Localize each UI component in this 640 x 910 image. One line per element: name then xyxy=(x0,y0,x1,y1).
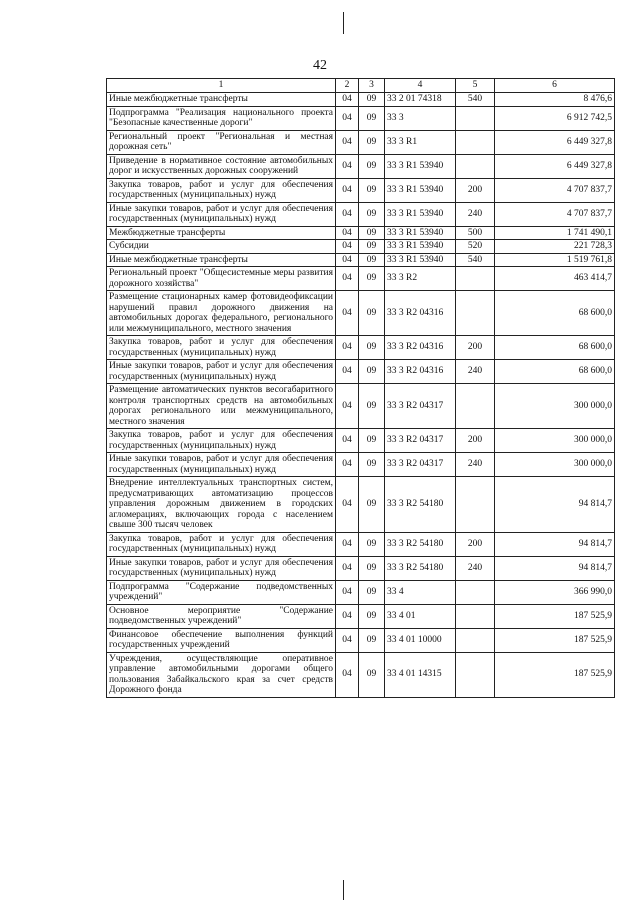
table-row xyxy=(107,291,615,336)
row-section: 04 xyxy=(336,154,359,178)
row-section: 04 xyxy=(336,240,359,254)
row-expense-type: 200 xyxy=(456,336,495,360)
row-target-article: 33 3 R1 xyxy=(385,130,456,154)
row-amount: 68 600,0 xyxy=(495,291,615,336)
row-amount: 366 990,0 xyxy=(495,580,615,604)
row-section: 04 xyxy=(336,604,359,628)
table-row xyxy=(107,253,615,267)
row-amount: 94 814,7 xyxy=(495,477,615,533)
row-name: Иные закупки товаров, работ и услуг для обеспечения государственных (муниципальных) нужд xyxy=(107,556,336,580)
row-target-article: 33 4 01 10000 xyxy=(385,628,456,652)
row-name: Межбюджетные трансферты xyxy=(107,226,336,240)
row-expense-type xyxy=(456,130,495,154)
table-row xyxy=(107,202,615,226)
table-row xyxy=(107,604,615,628)
row-target-article: 33 2 01 74318 xyxy=(385,93,456,107)
row-name: Внедрение интеллектуальных транспортных систем, предусматривающих автоматизацию процессов управления дорожным движением в городских агломерациях, включающих города с населением свыше 300 тысяч человек xyxy=(107,477,336,533)
row-name: Размещение стационарных камер фотовидеофиксации нарушений правил дорожного движения на автомобильных дорогах федерального, регионального или межмуниципального, местного значения xyxy=(107,291,336,336)
row-section: 04 xyxy=(336,580,359,604)
row-name: Иные закупки товаров, работ и услуг для обеспечения государственных (муниципальных) нужд xyxy=(107,453,336,477)
row-target-article: 33 3 R2 xyxy=(385,267,456,291)
row-subsection: 09 xyxy=(359,429,385,453)
row-name: Основное мероприятие "Содержание подведомственных учреждений" xyxy=(107,604,336,628)
page-number: 42 xyxy=(313,58,327,73)
row-subsection: 09 xyxy=(359,267,385,291)
row-name: Закупка товаров, работ и услуг для обеспечения государственных (муниципальных) нужд xyxy=(107,178,336,202)
row-name: Финансовое обеспечение выполнения функций государственных учреждений xyxy=(107,628,336,652)
row-amount: 4 707 837,7 xyxy=(495,202,615,226)
row-expense-type xyxy=(456,267,495,291)
row-expense-type xyxy=(456,106,495,130)
row-target-article: 33 3 R2 04317 xyxy=(385,429,456,453)
row-section: 04 xyxy=(336,202,359,226)
table-row xyxy=(107,336,615,360)
row-amount: 187 525,9 xyxy=(495,628,615,652)
row-section: 04 xyxy=(336,106,359,130)
row-amount: 187 525,9 xyxy=(495,604,615,628)
row-expense-type xyxy=(456,628,495,652)
row-amount: 221 728,3 xyxy=(495,240,615,254)
margin-mark-bottom xyxy=(343,880,344,900)
row-amount: 8 476,6 xyxy=(495,93,615,107)
row-target-article: 33 3 R1 53940 xyxy=(385,253,456,267)
row-subsection: 09 xyxy=(359,226,385,240)
row-name: Закупка товаров, работ и услуг для обеспечения государственных (муниципальных) нужд xyxy=(107,336,336,360)
row-target-article: 33 3 R2 04316 xyxy=(385,336,456,360)
table-body xyxy=(107,93,615,698)
row-target-article: 33 3 R1 53940 xyxy=(385,240,456,254)
row-amount: 68 600,0 xyxy=(495,360,615,384)
row-section: 04 xyxy=(336,652,359,697)
table-row xyxy=(107,477,615,533)
row-section: 04 xyxy=(336,429,359,453)
row-subsection: 09 xyxy=(359,384,385,429)
row-target-article: 33 4 xyxy=(385,580,456,604)
budget-table xyxy=(106,78,615,698)
row-expense-type: 500 xyxy=(456,226,495,240)
row-name: Иные межбюджетные трансферты xyxy=(107,253,336,267)
table-row xyxy=(107,453,615,477)
table-row xyxy=(107,267,615,291)
header-col-6: 6 xyxy=(495,79,615,93)
row-subsection: 09 xyxy=(359,336,385,360)
row-subsection: 09 xyxy=(359,652,385,697)
table-row xyxy=(107,652,615,697)
row-subsection: 09 xyxy=(359,130,385,154)
row-expense-type: 540 xyxy=(456,253,495,267)
row-subsection: 09 xyxy=(359,360,385,384)
row-name: Иные закупки товаров, работ и услуг для обеспечения государственных (муниципальных) нужд xyxy=(107,360,336,384)
row-amount: 6 449 327,8 xyxy=(495,130,615,154)
row-amount: 300 000,0 xyxy=(495,384,615,429)
header-col-2: 2 xyxy=(336,79,359,93)
row-amount: 1 741 490,1 xyxy=(495,226,615,240)
row-subsection: 09 xyxy=(359,240,385,254)
row-subsection: 09 xyxy=(359,202,385,226)
row-target-article: 33 4 01 14315 xyxy=(385,652,456,697)
row-amount: 1 519 761,8 xyxy=(495,253,615,267)
row-expense-type xyxy=(456,604,495,628)
header-col-1: 1 xyxy=(107,79,336,93)
row-expense-type: 240 xyxy=(456,360,495,384)
table-row xyxy=(107,93,615,107)
table-row xyxy=(107,429,615,453)
row-section: 04 xyxy=(336,336,359,360)
margin-mark-top xyxy=(343,12,344,34)
row-name: Учреждения, осуществляющие оперативное управление автомобильными дорогами общего пользования Забайкальского края за счет средств Дорожного фонда xyxy=(107,652,336,697)
table-row xyxy=(107,580,615,604)
row-amount: 187 525,9 xyxy=(495,652,615,697)
table-row xyxy=(107,106,615,130)
row-subsection: 09 xyxy=(359,253,385,267)
row-expense-type xyxy=(456,477,495,533)
header-row xyxy=(107,79,615,93)
row-expense-type: 240 xyxy=(456,202,495,226)
table-row xyxy=(107,532,615,556)
row-expense-type xyxy=(456,652,495,697)
row-section: 04 xyxy=(336,556,359,580)
row-target-article: 33 3 R2 04317 xyxy=(385,453,456,477)
row-name: Региональный проект "Региональная и местная дорожная сеть" xyxy=(107,130,336,154)
row-section: 04 xyxy=(336,477,359,533)
row-expense-type xyxy=(456,291,495,336)
row-name: Закупка товаров, работ и услуг для обеспечения государственных (муниципальных) нужд xyxy=(107,429,336,453)
row-target-article: 33 3 R1 53940 xyxy=(385,154,456,178)
table-row xyxy=(107,154,615,178)
row-name: Иные межбюджетные трансферты xyxy=(107,93,336,107)
table-row xyxy=(107,130,615,154)
table-row xyxy=(107,556,615,580)
row-name: Размещение автоматических пунктов весогабаритного контроля транспортных средств на автомобильных дорогах регионального или межмуниципального, местного значения xyxy=(107,384,336,429)
row-amount: 6 449 327,8 xyxy=(495,154,615,178)
row-name: Подпрограмма "Реализация национального проекта "Безопасные качественные дороги" xyxy=(107,106,336,130)
row-amount: 300 000,0 xyxy=(495,453,615,477)
row-subsection: 09 xyxy=(359,604,385,628)
row-section: 04 xyxy=(336,178,359,202)
row-expense-type: 200 xyxy=(456,429,495,453)
row-expense-type: 200 xyxy=(456,532,495,556)
row-target-article: 33 3 R2 54180 xyxy=(385,532,456,556)
row-target-article: 33 3 R2 04316 xyxy=(385,291,456,336)
row-section: 04 xyxy=(336,384,359,429)
row-name: Приведение в нормативное состояние автомобильных дорог и искусственных дорожных сооружений xyxy=(107,154,336,178)
row-subsection: 09 xyxy=(359,453,385,477)
row-target-article: 33 3 R1 53940 xyxy=(385,226,456,240)
table-row xyxy=(107,628,615,652)
row-subsection: 09 xyxy=(359,154,385,178)
row-section: 04 xyxy=(336,226,359,240)
row-expense-type: 240 xyxy=(456,453,495,477)
row-amount: 94 814,7 xyxy=(495,532,615,556)
row-name: Иные закупки товаров, работ и услуг для обеспечения государственных (муниципальных) нужд xyxy=(107,202,336,226)
header-col-5: 5 xyxy=(456,79,495,93)
row-expense-type xyxy=(456,154,495,178)
row-section: 04 xyxy=(336,93,359,107)
row-section: 04 xyxy=(336,267,359,291)
row-target-article: 33 3 xyxy=(385,106,456,130)
row-section: 04 xyxy=(336,532,359,556)
row-expense-type: 540 xyxy=(456,93,495,107)
row-subsection: 09 xyxy=(359,291,385,336)
table-row xyxy=(107,240,615,254)
row-expense-type xyxy=(456,580,495,604)
row-section: 04 xyxy=(336,453,359,477)
row-subsection: 09 xyxy=(359,628,385,652)
row-expense-type: 240 xyxy=(456,556,495,580)
row-amount: 94 814,7 xyxy=(495,556,615,580)
row-section: 04 xyxy=(336,291,359,336)
row-name: Подпрограмма "Содержание подведомственных учреждений" xyxy=(107,580,336,604)
row-amount: 6 912 742,5 xyxy=(495,106,615,130)
row-section: 04 xyxy=(336,628,359,652)
row-target-article: 33 3 R1 53940 xyxy=(385,178,456,202)
row-target-article: 33 3 R2 04316 xyxy=(385,360,456,384)
row-subsection: 09 xyxy=(359,178,385,202)
row-name: Региональный проект "Общесистемные меры развития дорожного хозяйства" xyxy=(107,267,336,291)
row-target-article: 33 4 01 xyxy=(385,604,456,628)
row-amount: 463 414,7 xyxy=(495,267,615,291)
row-subsection: 09 xyxy=(359,556,385,580)
row-subsection: 09 xyxy=(359,580,385,604)
row-section: 04 xyxy=(336,360,359,384)
row-name: Субсидии xyxy=(107,240,336,254)
row-section: 04 xyxy=(336,130,359,154)
table-row xyxy=(107,360,615,384)
row-expense-type: 200 xyxy=(456,178,495,202)
row-expense-type xyxy=(456,384,495,429)
row-subsection: 09 xyxy=(359,106,385,130)
table-row xyxy=(107,226,615,240)
header-col-3: 3 xyxy=(359,79,385,93)
row-amount: 300 000,0 xyxy=(495,429,615,453)
row-target-article: 33 3 R2 54180 xyxy=(385,477,456,533)
table-row xyxy=(107,178,615,202)
table-header xyxy=(107,79,615,93)
table-row xyxy=(107,384,615,429)
row-subsection: 09 xyxy=(359,477,385,533)
row-target-article: 33 3 R1 53940 xyxy=(385,202,456,226)
row-subsection: 09 xyxy=(359,532,385,556)
row-amount: 4 707 837,7 xyxy=(495,178,615,202)
row-expense-type: 520 xyxy=(456,240,495,254)
header-col-4: 4 xyxy=(385,79,456,93)
row-amount: 68 600,0 xyxy=(495,336,615,360)
row-name: Закупка товаров, работ и услуг для обеспечения государственных (муниципальных) нужд xyxy=(107,532,336,556)
row-target-article: 33 3 R2 04317 xyxy=(385,384,456,429)
row-section: 04 xyxy=(336,253,359,267)
row-subsection: 09 xyxy=(359,93,385,107)
row-target-article: 33 3 R2 54180 xyxy=(385,556,456,580)
